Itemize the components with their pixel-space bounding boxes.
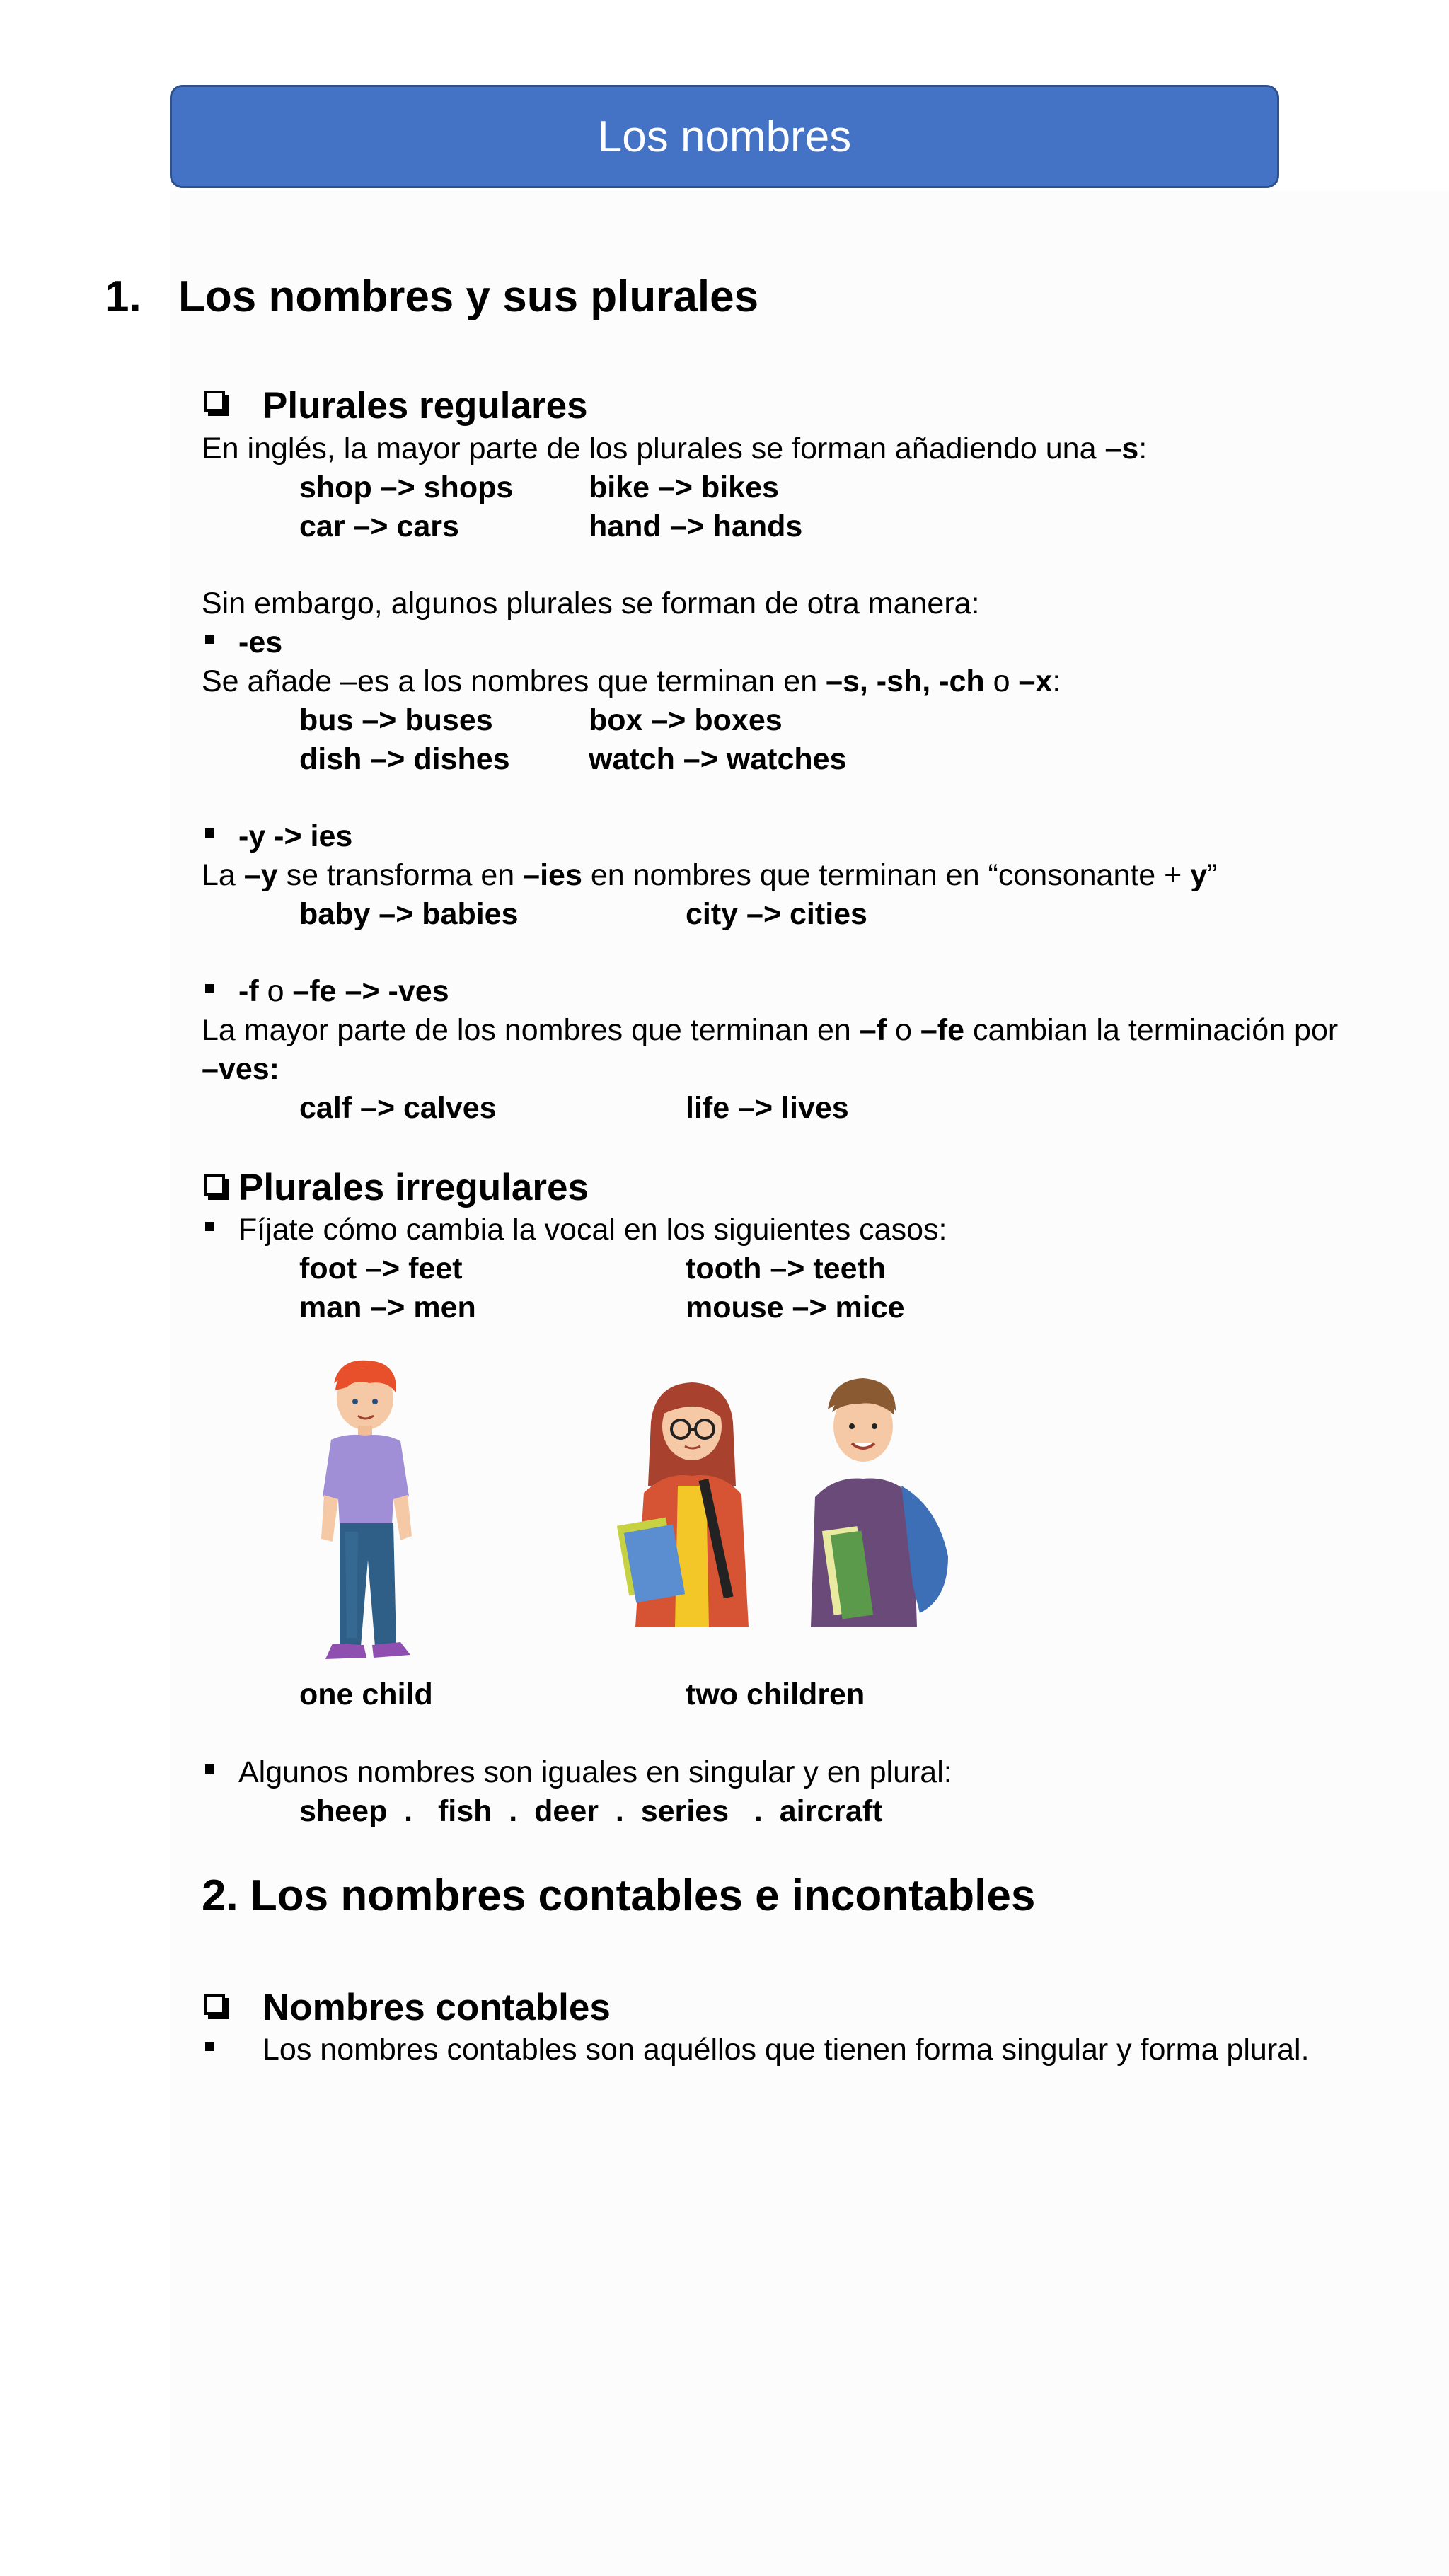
example-man: man –> men	[299, 1290, 476, 1324]
square-bullet-icon	[205, 828, 214, 838]
example-life: life –> lives	[686, 1091, 849, 1125]
square-bullet-icon	[205, 984, 214, 993]
regular-plurals-intro: En inglés, la mayor parte de los plurales se forman añadiendo una –s:	[202, 432, 1148, 466]
girl-figure	[617, 1382, 749, 1627]
regular-plurals-heading: Plurales regulares	[262, 385, 588, 427]
square-bullet-icon	[205, 1764, 214, 1774]
caption-two-children: two children	[686, 1677, 865, 1711]
example-dish: dish –> dishes	[299, 742, 510, 776]
example-city: city –> cities	[686, 897, 867, 931]
square-bullet-icon	[205, 1222, 214, 1231]
example-foot: foot –> feet	[299, 1252, 463, 1286]
two-children-illustration	[616, 1373, 962, 1634]
checkbox-bullet-icon	[204, 391, 225, 412]
ves-rule-label: -f o –fe –> -ves	[238, 974, 449, 1008]
page-title: Los nombres	[597, 112, 852, 161]
example-car: car –> cars	[299, 509, 459, 543]
ies-rule-text: La –y se transforma en –ies en nombres que terminan en “consonante + y”	[202, 858, 1218, 892]
same-form-examples: sheep . fish . deer . series . aircraft	[299, 1794, 883, 1828]
square-bullet-icon	[205, 2042, 214, 2051]
same-form-bullet: Algunos nombres son iguales en singular y en plural:	[238, 1755, 952, 1789]
checkbox-bullet-icon	[204, 1174, 225, 1196]
example-mouse: mouse –> mice	[686, 1290, 905, 1324]
ies-rule-label: -y -> ies	[238, 819, 353, 853]
irregular-plurals-heading: Plurales irregulares	[238, 1167, 589, 1208]
checkbox-bullet-icon	[204, 1994, 225, 2015]
example-bus: bus –> buses	[299, 703, 493, 737]
countable-nouns-heading: Nombres contables	[262, 1987, 611, 2028]
es-rule-label: -es	[238, 625, 283, 659]
section1-number: 1.	[105, 272, 142, 321]
example-watch: watch –> watches	[589, 742, 847, 776]
boy-figure	[811, 1378, 948, 1627]
caption-one-child: one child	[299, 1677, 433, 1711]
example-bike: bike –> bikes	[589, 470, 779, 504]
square-bullet-icon	[205, 635, 214, 644]
example-hand: hand –> hands	[589, 509, 803, 543]
example-shop: shop –> shops	[299, 470, 514, 504]
one-child-illustration	[290, 1355, 446, 1666]
example-baby: baby –> babies	[299, 897, 519, 931]
title-banner	[170, 85, 1279, 188]
example-calf: calf –> calves	[299, 1091, 497, 1125]
ves-rule-text: La mayor parte de los nombres que terminan en –f o –fe cambian la terminación por	[202, 1013, 1339, 1047]
example-tooth: tooth –> teeth	[686, 1252, 887, 1286]
section1-heading: Los nombres y sus plurales	[178, 272, 759, 321]
irregular-vowel-bullet: Fíjate cómo cambia la vocal en los siguientes casos:	[238, 1213, 947, 1247]
other-plurals-intro: Sin embargo, algunos plurales se forman de otra manera:	[202, 587, 980, 620]
es-rule-text: Se añade –es a los nombres que terminan en –s, -sh, -ch o –x:	[202, 664, 1061, 698]
section2-heading: 2. Los nombres contables e incontables	[202, 1871, 1036, 1920]
countable-nouns-bullet: Los nombres contables son aquéllos que tienen forma singular y forma plural.	[262, 2033, 1310, 2067]
ves-rule-text-cont: –ves:	[202, 1052, 279, 1086]
example-box: box –> boxes	[589, 703, 783, 737]
